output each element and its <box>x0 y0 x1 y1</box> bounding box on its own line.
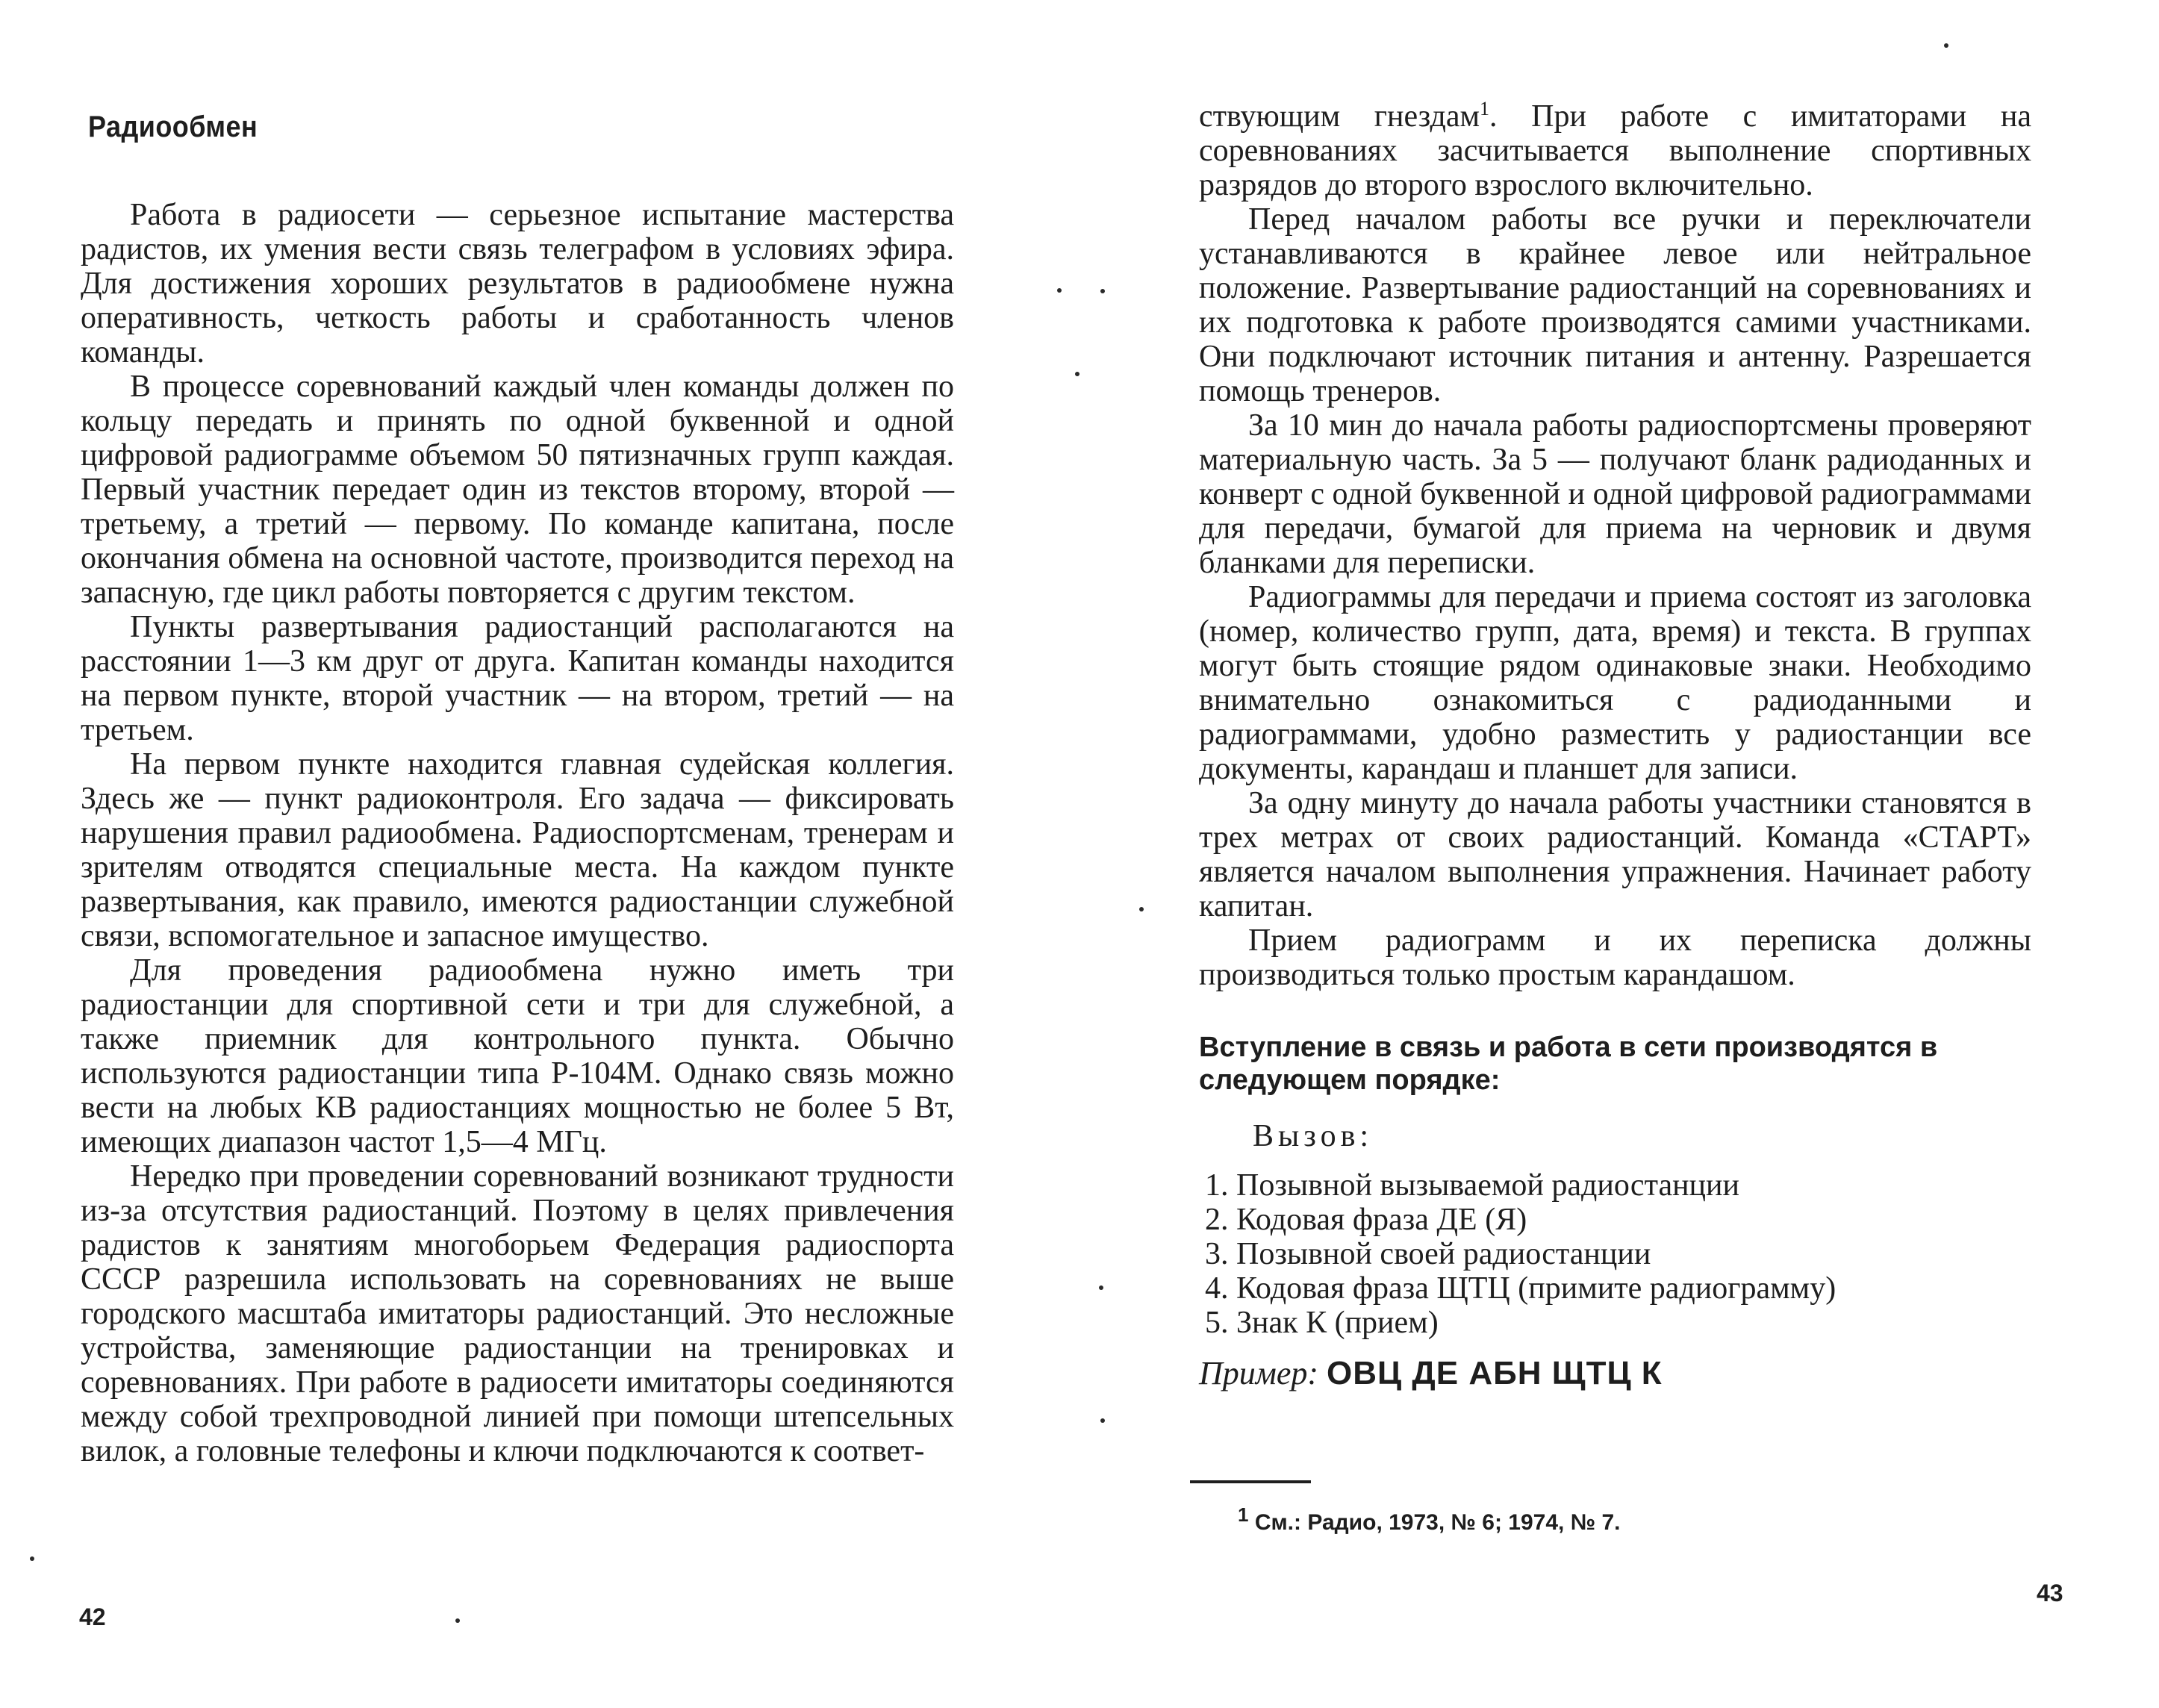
example-label: Пример: <box>1199 1355 1319 1391</box>
continued-paragraph <box>1199 99 2031 202</box>
page-number: 43 <box>2037 1580 2063 1606</box>
call-label: Вызов: <box>1253 1119 1374 1153</box>
paragraph: Радиограммы для передачи и приема состоят из заголовка (номер, количество групп, дата, время) и текста. В группах могут быть стоящие рядом одинаковые знаки. Необходимо внимательно ознакомиться с радиоданными и радиограммами, удобно разместить у радиостанции все документы, карандаш и планшет для записи. <box>1199 580 2031 786</box>
list-item: 1. Позывной вызываемой радиостанции <box>1205 1168 1739 1203</box>
footnote-text: См.: Радио, 1973, № 6; 1974, № 7. <box>1254 1510 1621 1535</box>
paragraph: За одну минуту до начала работы участники становятся в трех метрах от своих радиостанций. Команда «СТАРТ» является началом выполнения упражнения. Начинает работу капитан. <box>1199 786 2031 923</box>
paragraph: На первом пункте находится главная судейская коллегия. Здесь же — пункт радиоконтроля. Его задача — фиксировать нарушения правил радиообмена. Радиоспортсменам, тренерам и зрителям отводятся специальные места. На каждом пункте развертывания, как правило, имеются радиостанции служебной связи, вспомогательное и запасное имущество. <box>81 747 954 953</box>
list-item: 4. Кодовая фраза ЩТЦ (примите радиограмму) <box>1205 1271 1836 1306</box>
continued-text-rest: . При работе с имитаторами на соревнованиях засчитывается выполнение спортивных разрядов до второго взрослого включительно. <box>1199 99 2031 202</box>
footnote-rule <box>1190 1480 1311 1483</box>
print-speck <box>30 1556 34 1561</box>
example-line <box>1199 1356 2031 1391</box>
print-speck <box>1944 43 1948 48</box>
procedure-subheading: Вступление в связь и работа в сети производятся в следующем порядке: <box>1199 1032 1938 1096</box>
call-steps-list <box>1199 1168 2031 1340</box>
footnote-mark: 1 <box>1238 1503 1249 1526</box>
print-speck <box>1100 1418 1105 1423</box>
list-item: 3. Позывной своей радиостанции <box>1205 1237 1651 1271</box>
page-number: 42 <box>79 1603 106 1630</box>
paragraph: Пункты развертывания радиостанций располагаются на расстоянии 1—3 км друг от друга. Капитан команды находится на первом пункте, второй участник — на втором, третий — на третьем. <box>81 610 954 747</box>
paragraph: Перед началом работы все ручки и переключатели устанавливаются в крайнее левое или нейтральное положение. Развертывание радиостанций на соревнованиях и их подготовка к работе производятся самими участниками. Они подключают источник питания и антенну. Разрешается помощь тренеров. <box>1199 202 2031 408</box>
print-speck <box>1099 1285 1103 1290</box>
right-text-column <box>1199 99 2031 1391</box>
paragraph: В процессе соревнований каждый член команды должен по кольцу передать и принять по одной буквенной и одной цифровой радиограмме объемом 50 пятизначных групп каждая. Первый участник передает один из текстов второму, второй — третьему, а третий — первому. По команде капитана, после окончания обмена на основной частоте, производится переход на запасную, где цикл работы повторяется с другим текстом. <box>81 370 954 610</box>
example-value: ОВЦ ДЕ АБН ЩТЦ К <box>1327 1355 1663 1391</box>
right-page <box>1080 0 2159 1708</box>
paragraph: За 10 мин до начала работы радиоспортсмены проверяют материальную часть. За 5 — получают бланк радиоданных и конверт с одной буквенной и одной цифровой радиограммами для передачи, бумагой для приема на черновик и двумя бланками для переписки. <box>1199 408 2031 580</box>
paragraph: Для проведения радиообмена нужно иметь три радиостанции для спортивной сети и три для служебной, а также приемник для контрольного пункта. Обычно используются радиостанции типа Р-104М. Однако связь можно вести на любых КВ радиостанциях мощностью не более 5 Вт, имеющих диапазон частот 1,5—4 МГц. <box>81 953 954 1159</box>
print-speck <box>1057 288 1062 293</box>
section-heading: Радиообмен <box>88 110 258 143</box>
print-speck <box>1139 907 1144 911</box>
print-speck <box>455 1618 460 1623</box>
paragraph: Нередко при проведении соревнований возникают трудности из-за отсутствия радиостанций. Поэтому в целях привлечения радистов к занятиям многоборьем Федерация радиоспорта СССР разрешила использовать на соревнованиях не выше городского масштаба имитаторы радиостанций. Это несложные устройства, заменяющие радиостанции на тренировках и соревнованиях. При работе в радиосети имитаторы соединяются между собой трехпроводной линией при помощи штепсельных вилок, а головные телефоны и ключи подключаются к соответ- <box>81 1159 954 1468</box>
left-text-column <box>81 198 954 1468</box>
footnote <box>1238 1503 1621 1536</box>
footnote-reference: 1 <box>1480 98 1490 119</box>
paragraph: Прием радиограмм и их переписка должны производиться только простым карандашом. <box>1199 923 2031 992</box>
list-item: 5. Знак К (прием) <box>1205 1306 1439 1340</box>
paragraph: Работа в радиосети — серьезное испытание мастерства радистов, их умения вести связь телеграфом в условиях эфира. Для достижения хороших результатов в радиообмене нужна оперативность, четкость работы и сработанность членов команды. <box>81 198 954 370</box>
list-item: 2. Кодовая фраза ДЕ (Я) <box>1205 1203 1527 1237</box>
continued-text: ствующим гнездам <box>1199 99 1480 134</box>
